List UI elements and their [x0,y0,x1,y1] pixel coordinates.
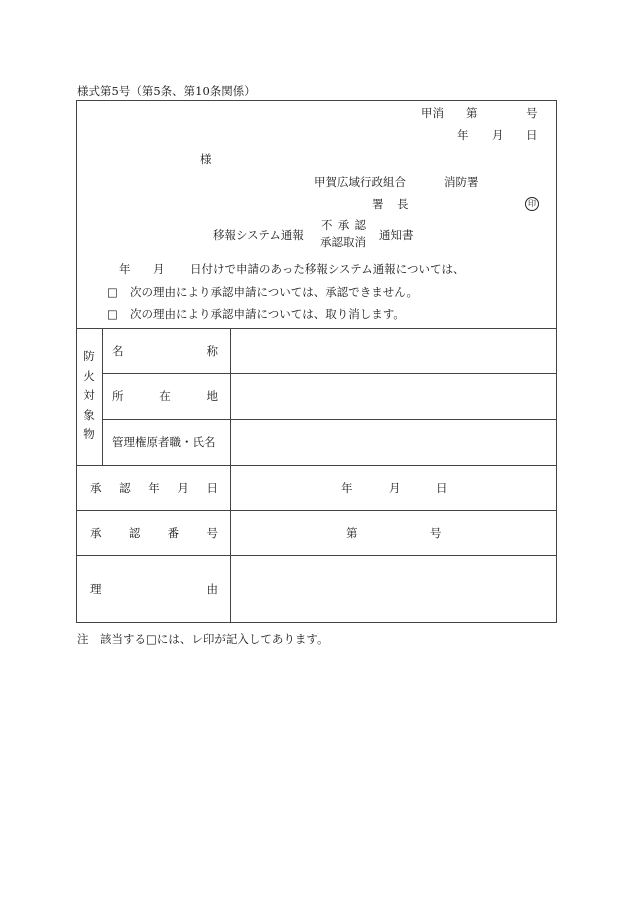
doc-number-prefix: 甲消 [421,106,444,120]
object-group-label [81,349,97,441]
header-date-day: 日 [526,128,538,142]
approval-date-day: 日 [436,481,448,495]
reason-label [90,582,218,596]
notice-option-char: 不 [321,218,333,232]
approval-date-label [90,481,218,495]
group-label-char: 象 [83,407,95,422]
label-char: 所 [112,389,124,403]
sender-title-sho: 署 [372,197,384,211]
option2-checkbox: □ [107,307,118,321]
addressee-suffix: 様 [200,152,212,166]
reason-value-field[interactable] [231,556,556,622]
label-char: 理 [90,582,102,596]
footnote: 注 該当する□には、レ印が記入してあります。 [77,632,329,646]
option1-checkbox: □ [107,285,118,299]
row-divider [76,465,557,466]
label-char: 号 [206,526,218,540]
name-label [112,344,218,358]
label-char: 称 [206,344,218,358]
sender-title-cho: 長 [397,197,409,211]
notice-option-cancel: 承認取消 [320,235,366,249]
notice-prefix: 移報システム通報 [213,228,304,242]
group-label-char: 物 [83,427,95,441]
group-label-char: 防 [83,349,95,363]
option1-text: 次の理由により承認申請については、承認できません。 [130,285,418,299]
label-char: 年 [148,481,160,495]
doc-number-go: 号 [526,106,538,120]
doc-number-dai: 第 [466,106,478,120]
label-char: 名 [112,344,124,358]
approval-number-go: 号 [430,526,442,540]
label-char: 認 [128,526,141,540]
manager-value-field[interactable] [231,420,556,465]
body-date-month: 月 [153,262,165,276]
notice-suffix: 通知書 [379,228,414,242]
body-date-year: 年 [119,262,131,276]
location-label [112,389,218,403]
label-char: 在 [159,389,171,403]
notice-option-char: 承 [337,218,350,232]
seal-icon: 印 [525,197,539,211]
approval-date-year: 年 [341,481,353,495]
row-divider [76,510,557,511]
label-char: 承 [90,481,102,495]
group-divider [102,328,103,465]
label-char: 日 [206,481,218,495]
sender-department: 消防署 [444,175,479,189]
approval-date-month: 月 [389,481,401,495]
form-caption: 様式第5号（第5条、第10条関係） [77,84,256,98]
header-date-year: 年 [457,128,469,142]
notice-option-disapprove [321,218,366,232]
body-intro-text: 日付けで申請のあった移報システム通報については、 [190,262,465,276]
header-date-month: 月 [492,128,504,142]
label-char: 月 [177,481,189,495]
label-char: 番 [167,526,180,540]
approval-number-dai: 第 [346,526,358,540]
label-char: 認 [119,481,131,495]
label-char: 地 [206,389,218,403]
name-value-field[interactable] [231,329,556,373]
notice-option-char: 認 [354,218,366,232]
label-char: 由 [206,582,218,596]
manager-label: 管理権原者職・氏名 [112,435,216,449]
label-char: 承 [90,526,102,540]
group-label-char: 対 [83,388,95,402]
location-value-field[interactable] [231,374,556,419]
group-label-char: 火 [83,368,95,383]
approval-number-label [90,526,218,540]
option2-text: 次の理由により承認申請については、取り消します。 [130,307,405,321]
sender-organization: 甲賀広域行政組合 [314,175,406,189]
